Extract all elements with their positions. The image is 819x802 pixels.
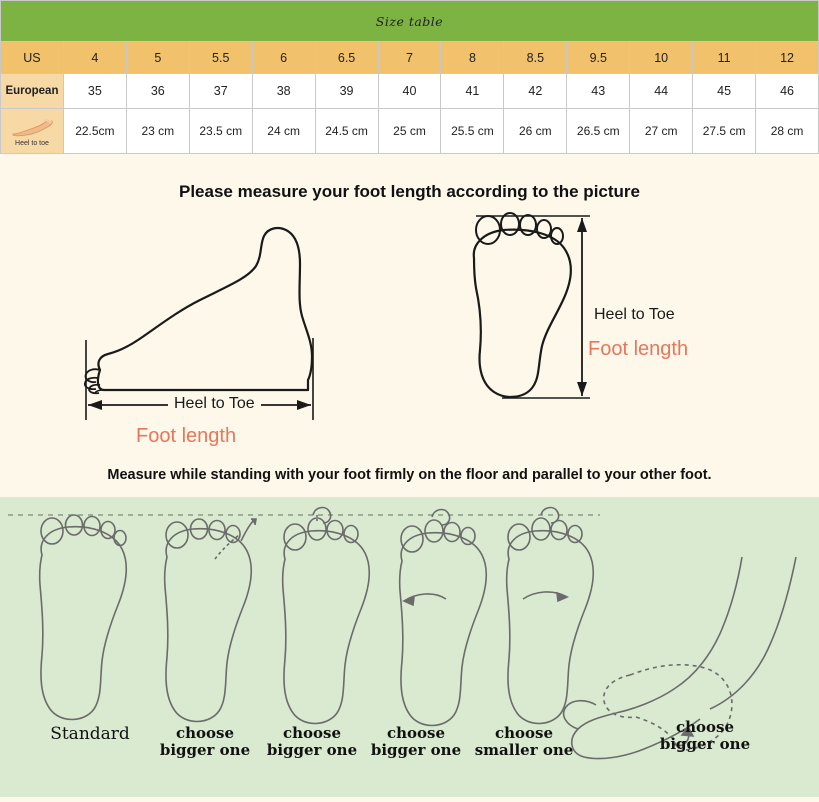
cell-cm-3: 24 cm — [252, 109, 315, 154]
cell-cm-5: 25 cm — [378, 109, 441, 154]
caption-3 — [252, 725, 372, 760]
cell-us-3: 6 — [252, 42, 315, 74]
caption-5 — [462, 725, 586, 760]
cell-eu-4: 39 — [315, 74, 378, 109]
table-title: Size table — [1, 1, 819, 42]
instruction-heading: Please measure your foot length according to the picture — [179, 182, 640, 201]
cell-eu-1: 36 — [126, 74, 189, 109]
cell-cm-8: 26.5 cm — [567, 109, 630, 154]
row-label-us: US — [1, 42, 64, 74]
caption-3-line1: choose — [282, 724, 342, 742]
cell-cm-2: 23.5 cm — [189, 109, 252, 154]
caption-2-line2: bigger one — [159, 741, 251, 760]
cell-us-11: 12 — [756, 42, 819, 74]
caption-4 — [356, 725, 476, 760]
size-table — [0, 0, 819, 154]
cell-cm-6: 25.5 cm — [441, 109, 504, 154]
cell-us-1: 5 — [126, 42, 189, 74]
cell-eu-2: 37 — [189, 74, 252, 109]
foot-shape-comparison-panel — [0, 497, 819, 797]
cell-eu-0: 35 — [63, 74, 126, 109]
caption-5-line1: choose — [494, 724, 554, 742]
foot-diagrams — [0, 210, 819, 465]
table-row-european — [1, 74, 819, 109]
table-row-us — [1, 42, 819, 74]
cell-cm-4: 24.5 cm — [315, 109, 378, 154]
cell-us-6: 8 — [441, 42, 504, 74]
cell-us-4: 6.5 — [315, 42, 378, 74]
foot-icon-caption: Heel to toe — [15, 139, 49, 147]
table-row-heel-to-toe — [1, 109, 819, 154]
cell-eu-6: 41 — [441, 74, 504, 109]
caption-6-line1: choose — [675, 718, 735, 736]
top-view-heel-to-toe-label: Heel to Toe — [594, 306, 675, 323]
row-label-european: European — [1, 74, 64, 109]
cell-us-10: 11 — [693, 42, 756, 74]
cell-us-9: 10 — [630, 42, 693, 74]
caption-2-line1: choose — [175, 724, 235, 742]
cell-cm-7: 26 cm — [504, 109, 567, 154]
cell-eu-10: 45 — [693, 74, 756, 109]
table-title-row — [1, 1, 819, 42]
foot-icon — [10, 116, 54, 139]
cell-us-7: 8.5 — [504, 42, 567, 74]
side-view-foot-diagram — [60, 220, 390, 450]
caption-6 — [640, 719, 770, 754]
cell-eu-5: 40 — [378, 74, 441, 109]
cell-us-5: 7 — [378, 42, 441, 74]
top-view-foot-length-label: Foot length — [588, 338, 689, 360]
cell-cm-1: 23 cm — [126, 109, 189, 154]
caption-6-line2: bigger one — [659, 735, 751, 754]
cell-eu-8: 43 — [567, 74, 630, 109]
caption-4-line1: choose — [386, 724, 446, 742]
caption-standard-text: Standard — [50, 724, 130, 744]
cell-eu-7: 42 — [504, 74, 567, 109]
row-label-heel-to-toe — [1, 109, 64, 154]
cell-us-8: 9.5 — [567, 42, 630, 74]
cell-eu-3: 38 — [252, 74, 315, 109]
cell-eu-11: 46 — [756, 74, 819, 109]
caption-2 — [145, 725, 265, 760]
caption-5-line2: smaller one — [474, 741, 574, 760]
caption-standard — [30, 725, 150, 745]
cell-cm-11: 28 cm — [756, 109, 819, 154]
cell-cm-9: 27 cm — [630, 109, 693, 154]
cell-us-2: 5.5 — [189, 42, 252, 74]
cell-cm-0: 22.5cm — [63, 109, 126, 154]
cell-eu-9: 44 — [630, 74, 693, 109]
caption-4-line2: bigger one — [370, 741, 462, 760]
cell-us-0: 4 — [63, 42, 126, 74]
cell-cm-10: 27.5 cm — [693, 109, 756, 154]
measure-note: Measure while standing with your foot firmly on the floor and parallel to your other foot. — [107, 467, 712, 483]
side-view-foot-length-label: Foot length — [136, 425, 237, 447]
caption-3-line2: bigger one — [266, 741, 358, 760]
side-view-heel-to-toe-label: Heel to Toe — [168, 395, 261, 413]
